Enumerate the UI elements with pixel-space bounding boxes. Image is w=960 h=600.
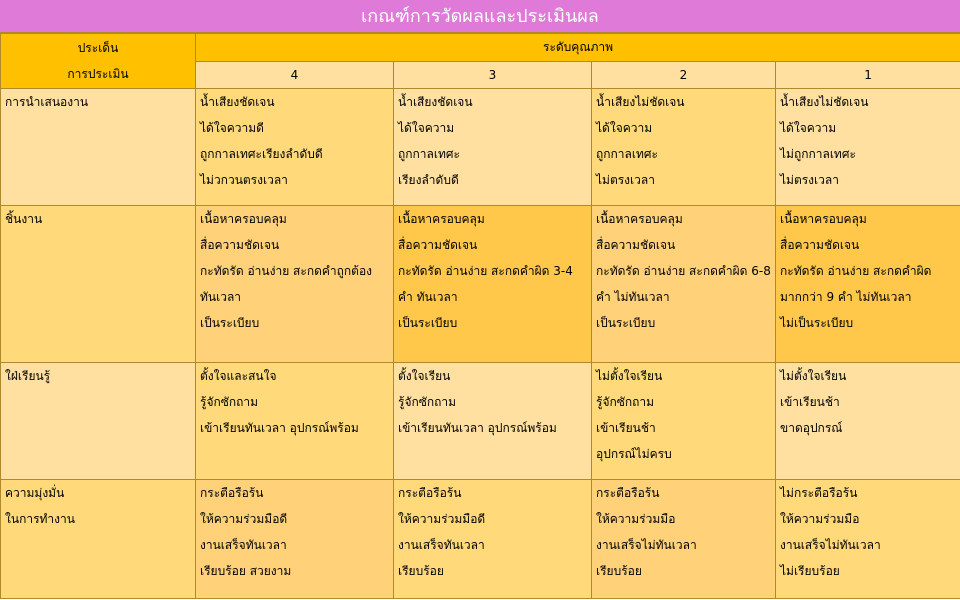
descriptor-line: คำ ทันเวลา — [398, 290, 458, 304]
criterion-label: ใฝ่เรียนรู้ — [5, 369, 51, 383]
criterion-cell — [1, 206, 196, 363]
criterion-label: ชิ้นงาน — [5, 212, 43, 226]
descriptor-line: คำ ไม่ทันเวลา — [596, 290, 670, 304]
rubric-table — [0, 33, 960, 599]
descriptor-line: กะทัดรัด อ่านง่าย สะกดคำผิด — [780, 264, 932, 278]
descriptor-line: รู้จักซักถาม — [398, 395, 457, 409]
level-4-cell — [196, 206, 394, 363]
descriptor-line: น้ำเสียงชัดเจน — [200, 95, 275, 109]
table-row — [1, 363, 960, 480]
quality-level-header: ระดับคุณภาพ — [196, 34, 960, 62]
criteria-header-line: ประเด็น — [77, 41, 119, 55]
descriptor-line: อุปกรณ์ไม่ครบ — [596, 447, 672, 461]
descriptor-line: ถูกกาลเทศะ — [398, 147, 460, 161]
descriptor-line: ให้ความร่วมมือดี — [398, 512, 486, 526]
descriptor-line: เข้าเรียนช้า — [596, 421, 656, 435]
descriptor-line: เนื้อหาครอบคลุม — [200, 212, 287, 226]
descriptor-line: กระตือรือร้น — [398, 486, 462, 500]
descriptor-line: น้ำเสียงไม่ชัดเจน — [780, 95, 869, 109]
descriptor-line: สื่อความชัดเจน — [780, 238, 860, 252]
descriptor-line: เรียบร้อย สวยงาม — [200, 564, 292, 578]
level-4-cell — [196, 363, 394, 480]
descriptor-line: กะทัดรัด อ่านง่าย สะกดคำผิด 6-8 — [596, 264, 771, 278]
descriptor-line: งานเสร็จไม่ทันเวลา — [596, 538, 697, 552]
level-3-cell — [394, 363, 592, 480]
descriptor-line: ไม่ตรงเวลา — [780, 173, 839, 187]
criteria-header — [1, 34, 196, 89]
table-row — [1, 480, 960, 599]
descriptor-line: เรียงลำดับดี — [398, 173, 459, 187]
table-row — [1, 206, 960, 363]
descriptor-line: เรียบร้อย — [398, 564, 444, 578]
descriptor-line: เป็นระเบียบ — [398, 316, 458, 330]
descriptor-line: ทันเวลา — [200, 290, 242, 304]
descriptor-line: เนื้อหาครอบคลุม — [780, 212, 867, 226]
descriptor-line: สื่อความชัดเจน — [596, 238, 676, 252]
level-3-cell — [394, 89, 592, 206]
level-3-cell — [394, 206, 592, 363]
descriptor-line: เข้าเรียนทันเวลา อุปกรณ์พร้อม — [398, 421, 557, 435]
descriptor-line: รู้จักซักถาม — [596, 395, 655, 409]
descriptor-line: กระตือรือร้น — [200, 486, 264, 500]
descriptor-line: น้ำเสียงไม่ชัดเจน — [596, 95, 685, 109]
descriptor-line: เข้าเรียนช้า — [780, 395, 840, 409]
level-2-cell — [592, 206, 776, 363]
descriptor-line: น้ำเสียงชัดเจน — [398, 95, 473, 109]
level-1-cell — [776, 89, 960, 206]
descriptor-line: เป็นระเบียบ — [200, 316, 260, 330]
level-2-header: 2 — [592, 62, 776, 89]
level-1-cell — [776, 363, 960, 480]
descriptor-line: งานเสร็จทันเวลา — [398, 538, 485, 552]
descriptor-line: สื่อความชัดเจน — [398, 238, 478, 252]
table-row — [1, 89, 960, 206]
descriptor-line: สื่อความชัดเจน — [200, 238, 280, 252]
level-2-cell — [592, 480, 776, 599]
descriptor-line: ได้ใจความดี — [200, 121, 264, 135]
page-title: เกณฑ์การวัดผลและประเมินผล — [0, 0, 960, 33]
descriptor-line: ได้ใจความ — [398, 121, 455, 135]
descriptor-line: เข้าเรียนทันเวลา อุปกรณ์พร้อม — [200, 421, 359, 435]
descriptor-line: ให้ความร่วมมือดี — [200, 512, 288, 526]
level-4-cell — [196, 89, 394, 206]
level-2-cell — [592, 363, 776, 480]
descriptor-line: ไม่ตั้งใจเรียน — [780, 369, 847, 383]
descriptor-line: ไม่ตรงเวลา — [596, 173, 655, 187]
descriptor-line: ถูกกาลเทศะเรียงลำดับดี — [200, 147, 323, 161]
level-1-cell — [776, 480, 960, 599]
descriptor-line: กะทัดรัด อ่านง่าย สะกดคำผิด 3-4 — [398, 264, 573, 278]
level-3-cell — [394, 480, 592, 599]
level-3-header: 3 — [394, 62, 592, 89]
descriptor-line: ตั้งใจเรียน — [398, 369, 451, 383]
descriptor-line: เนื้อหาครอบคลุม — [398, 212, 485, 226]
descriptor-line: ไม่ถูกกาลเทศะ — [780, 147, 856, 161]
descriptor-line: กะทัดรัด อ่านง่าย สะกดคำถูกต้อง — [200, 264, 373, 278]
descriptor-line: รู้จักซักถาม — [200, 395, 259, 409]
criterion-cell — [1, 480, 196, 599]
criterion-label: ในการทำงาน — [5, 512, 75, 526]
descriptor-line: เรียบร้อย — [596, 564, 642, 578]
descriptor-line: ไม่เป็นระเบียบ — [780, 316, 854, 330]
descriptor-line: ได้ใจความ — [780, 121, 837, 135]
criterion-label: ความมุ่งมั่น — [5, 486, 65, 500]
level-1-cell — [776, 206, 960, 363]
criterion-label: การนำเสนองาน — [5, 95, 89, 109]
descriptor-line: ได้ใจความ — [596, 121, 653, 135]
descriptor-line: งานเสร็จทันเวลา — [200, 538, 287, 552]
descriptor-line: ขาดอุปกรณ์ — [780, 421, 843, 435]
criterion-cell — [1, 89, 196, 206]
descriptor-line: งานเสร็จไม่ทันเวลา — [780, 538, 881, 552]
descriptor-line: เป็นระเบียบ — [596, 316, 656, 330]
criteria-header-line: การประเมิน — [67, 67, 129, 81]
descriptor-line: ไม่กระตือรือร้น — [780, 486, 858, 500]
descriptor-line: มากกว่า 9 คำ ไม่ทันเวลา — [780, 290, 912, 304]
descriptor-line: ให้ความร่วมมือ — [596, 512, 676, 526]
descriptor-line: ไม่วกวนตรงเวลา — [200, 173, 288, 187]
descriptor-line: กระตือรือร้น — [596, 486, 660, 500]
descriptor-line: เนื้อหาครอบคลุม — [596, 212, 683, 226]
criterion-cell — [1, 363, 196, 480]
level-4-header: 4 — [196, 62, 394, 89]
descriptor-line: ให้ความร่วมมือ — [780, 512, 860, 526]
descriptor-line: ไม่เรียบร้อย — [780, 564, 840, 578]
level-2-cell — [592, 89, 776, 206]
level-4-cell — [196, 480, 394, 599]
descriptor-line: ไม่ตั้งใจเรียน — [596, 369, 663, 383]
level-1-header: 1 — [776, 62, 960, 89]
descriptor-line: ตั้งใจและสนใจ — [200, 369, 277, 383]
descriptor-line: ถูกกาลเทศะ — [596, 147, 658, 161]
